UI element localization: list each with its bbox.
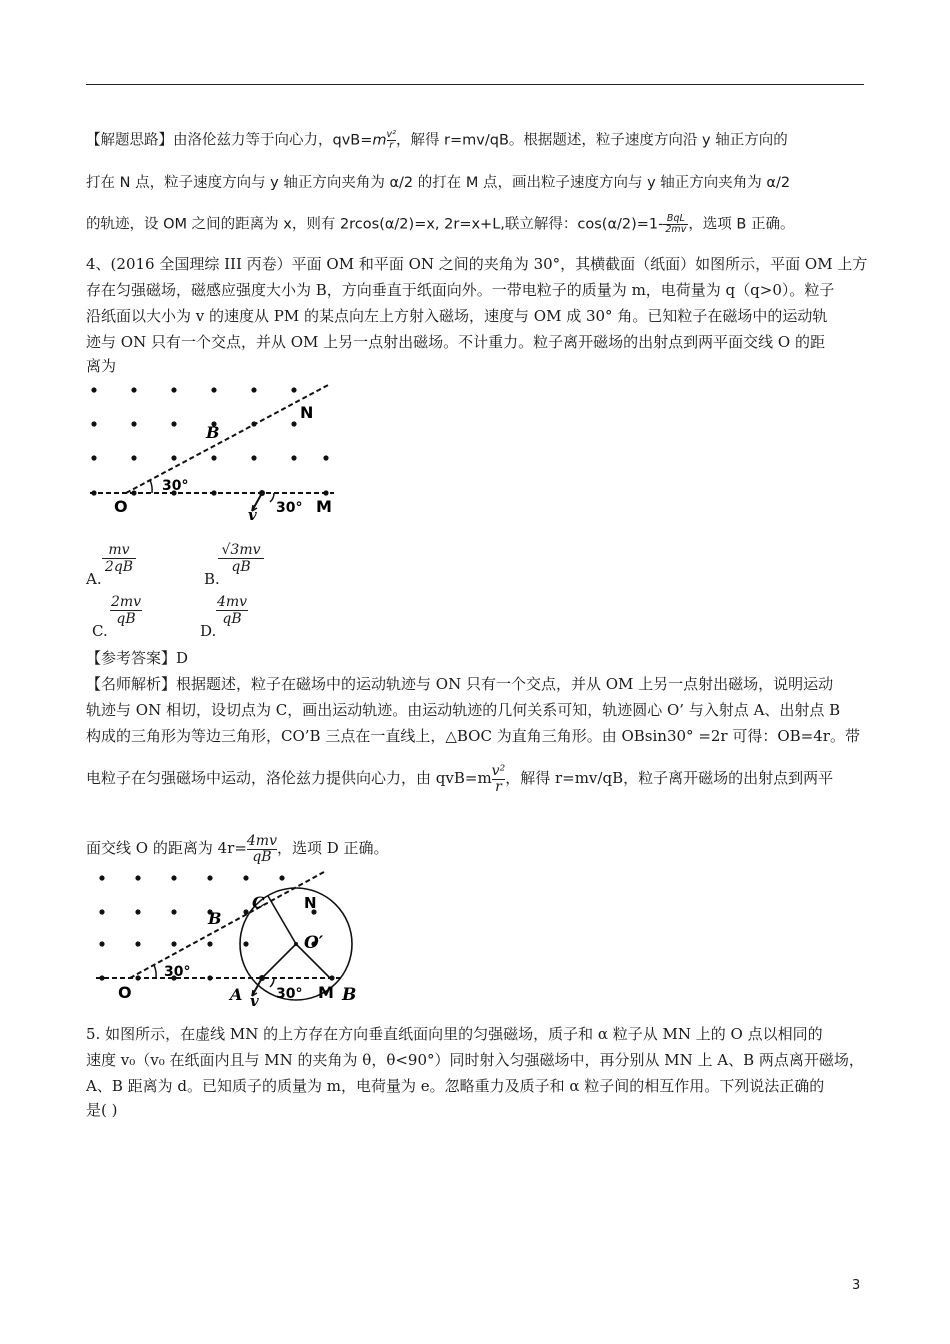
option-A-fraction: $\frac{mv}{2qB}$ [102,542,136,575]
header-rule [86,84,864,85]
question-5-line-4: 是( ) [86,1101,118,1119]
label-M: M [316,497,332,516]
option-D-label: D. [200,622,217,640]
fraction: $\frac{\text{v²}}{r}$ [386,129,396,151]
figure-1-magnetic-field-diagram [86,380,346,520]
analysis-line-4: 电粒子在匀强磁场中运动，洛伦兹力提供向心力，由 qvB=m $\frac{\text{v²}}{r}$ ，解得 r=mv/qB，粒子离开磁场的出射点到两平 [86,763,834,795]
page-number: 3 [852,1278,861,1293]
question-5-line-3: A、B 距离为 d。已知质子的质量为 m，电荷量为 e。忽略重力及质子和 α 粒子间的相互作用。下列说法正确的 [86,1077,825,1095]
label-angle-left: 30° [164,964,191,980]
radius-OA [262,944,296,978]
question-4-line-4: 迹与 ON 只有一个交点，并从 OM 上另一点射出磁场。不计重力。粒子离开磁场的出射点到两平面交线 O 的距 [86,333,825,351]
label-O-prime: O′ [304,933,324,953]
radius-OC [268,896,296,944]
label-B: B [206,423,220,442]
label-A: A [230,985,243,1004]
figure-2-trajectory-diagram [92,868,372,1008]
label-angle-left: 30° [162,478,189,494]
question-4-line-1: 4、(2016 全国理综 III 丙卷）平面 OM 和平面 ON 之间的夹角为 30°，其横截面（纸面）如图所示，平面 OM 上方 [86,255,868,273]
label-B-exit: B [342,985,357,1005]
solution-idea-line-3: 的轨迹，设 OM 之间的距离为 x，则有 2rcos(α/2)=x, 2r=x+L,联立解得：cos(α/2)=1- $\frac{\text{BqL}}{2mv}$ ，选项 B 正确。 [86,213,795,235]
label-N: N [300,403,314,422]
option-A-label: A. [86,570,102,588]
solution-idea-line-1: 【解题思路】由洛伦兹力等于向心力，qvB=m $\frac{\text{v²}}{r}$ ，解得 r=mv/qB。根据题述，粒子速度方向沿 y 轴正方向的 [86,129,788,151]
question-5-line-1: 5. 如图所示，在虚线 MN 的上方存在方向垂直纸面向里的匀强磁场，质子和 α 粒子从 MN 上的 O 点以相同的 [86,1025,823,1043]
label-angle-right: 30° [276,500,303,516]
question-4-line-5: 离为 [86,357,117,375]
label-angle-right: 30° [276,986,303,1002]
option-C-fraction: $\frac{2mv}{qB}$ [110,594,142,627]
fraction: $\frac{\text{v²}}{r}$ [491,763,506,795]
label-O: O [118,983,132,1002]
label-C: C [252,893,265,912]
fraction: $\frac{\text{BqL}}{2mv}$ [665,213,687,235]
angle-arc [150,480,152,493]
solution-idea-line-2: 打在 N 点，粒子速度方向与 y 轴正方向夹角为 α/2 的打在 M 点，画出粒子速度方向与 y 轴正方向夹角为 α/2 [86,175,791,191]
label-N: N [304,894,317,912]
analysis-line-5: 面交线 O 的距离为 4r= $\frac{4mv}{qB}$ ，选项 D 正确。 [86,833,389,865]
label-v: v [250,992,259,1008]
label-M: M [318,983,334,1002]
option-D-fraction: $\frac{4mv}{qB}$ [216,594,248,627]
label-O: O [114,497,128,516]
question-4-line-2: 存在匀强磁场，磁感应强度大小为 B，方向垂直于纸面向外。一带电粒子的质量为 m，电荷量为 q（q>0）。粒子 [86,281,835,299]
question-5-line-2: 速度 v₀（v₀ 在纸面内且与 MN 的夹角为 θ，θ<90°）同时射入匀强磁场中，再分别从 MN 上 A、B 两点离开磁场， [86,1051,864,1069]
option-B-fraction: $\frac{√3mv}{qB}$ [218,542,264,575]
field-dots [99,875,334,981]
option-B-label: B. [204,570,220,588]
label-v: v [248,506,257,520]
analysis-line-3: 构成的三角形为等边三角形，CO’B 三点在一直线上，△BOC 为直角三角形。由 OBsin30° =2r 可得：OB=4r。带 [86,727,860,745]
option-C-label: C. [92,622,108,640]
analysis-line-2: 轨迹与 ON 相切，设切点为 C，画出运动轨迹。由运动轨迹的几何关系可知，轨迹圆心 O’ 与入射点 A、出射点 B [86,701,841,719]
reference-answer: 【参考答案】D [86,649,189,667]
plane-ON-line [126,384,330,493]
label-B: B [208,909,222,928]
fraction: $\frac{4mv}{qB}$ [246,833,277,865]
analysis-line-1: 【名师解析】根据题述，粒子在磁场中的运动轨迹与 ON 只有一个交点，并从 OM 上另一点射出磁场，说明运动 [86,675,834,693]
question-4-line-3: 沿纸面以大小为 v 的速度从 PM 的某点向左上方射入磁场，速度与 OM 成 30° 角。已知粒子在磁场中的运动轨 [86,307,828,325]
